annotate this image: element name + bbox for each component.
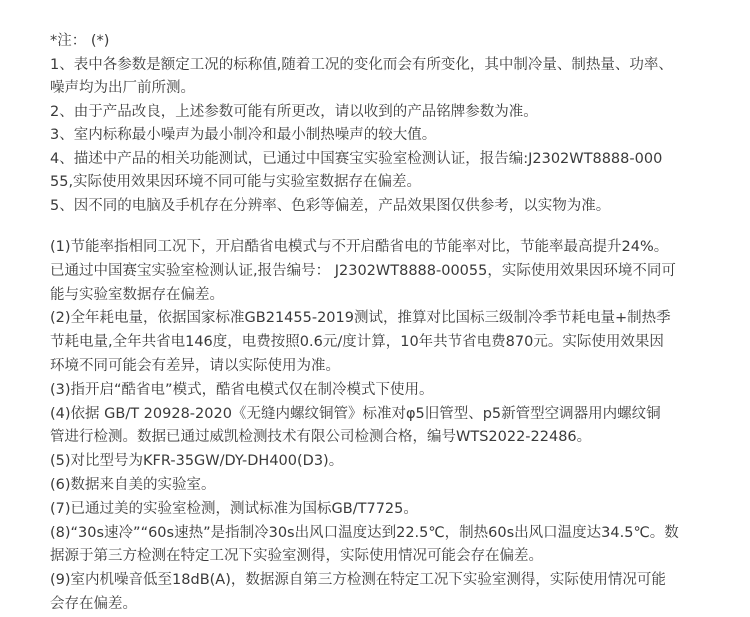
footnote-line: (5)对比型号为KFR-35GW/DY-DH400(D3)。 <box>50 453 344 470</box>
note-line: 4、描述中产品的相关功能测试，已通过中国赛宝实验室检测认证，报告编:J2302WT8888-000 <box>50 150 663 167</box>
notes-section <box>50 30 730 218</box>
footnote-line: (4)依据 GB/T 20928-2020《无缝内螺纹铜管》标准对φ5旧管型、p5新管型空调器用内螺纹铜 <box>50 405 661 422</box>
footnotes-section <box>50 236 730 617</box>
footnote-line: (8)“30s速冷”“60s速热”是指制冷30s出风口温度达到22.5℃，制热60s出风口温度达34.5℃。数 <box>50 524 679 541</box>
footnote-line: (1)节能率指相同工况下，开启酷省电模式与不开启酷省电的节能率对比，节能率最高提升24%。 <box>50 239 669 255</box>
footnote-line: 节耗电量,全年共省电146度，电费按照0.6元/度计算，10年共节省电费870元。实际使用效果因 <box>50 334 664 351</box>
footnote-line: 会存在偏差。 <box>50 595 137 612</box>
footnote-line: (7)已通过美的实验室检测，测试标准为国标GB/T7725。 <box>50 500 418 517</box>
note-line: 5、因不同的电脑及手机存在分辨率、色彩等偏差，产品效果图仅供参考，以实物为准。 <box>50 197 611 214</box>
note-line: 3、室内标称最小噪声为最小制冷和最小制热噪声的较大值。 <box>50 127 437 143</box>
note-line: 噪声均为出厂前所测。 <box>50 80 195 96</box>
footnote-line: (6)数据来自美的实验室。 <box>50 476 216 493</box>
footnote-line: (9)室内机噪音低至18dB(A)，数据源自第三方检测在特定工况下实验室测得，实际使用情况可能 <box>50 572 666 589</box>
notes-header: *注： (*) <box>50 33 110 49</box>
footnote-line: (3)指开启“酷省电”模式，酷省电模式仅在制冷模式下使用。 <box>50 381 434 398</box>
footnote-line: 环境不同可能会有差异，请以实际使用为准。 <box>50 357 340 374</box>
footnote-line: 据源于第三方检测在特定工况下实验室测得，实际使用情况可能会存在偏差。 <box>50 548 543 565</box>
note-line: 2、由于产品改良，上述参数可能有所更改，请以收到的产品铭牌参数为准。 <box>50 103 538 120</box>
footnote-line: (2)全年耗电量，依据国家标准GB21455-2019测试，推算对比国标三级制冷季节耗电量+制热季 <box>50 310 671 327</box>
footnote-line: 能与实验室数据存在偏差。 <box>50 286 224 303</box>
footnote-line: 管进行检测。数据已通过威凯检测技术有限公司检测合格，编号WTS2022-22486。 <box>50 429 592 446</box>
note-line: 1、表中各参数是额定工况的标称值,随着工况的变化而会有所变化，其中制冷量、制热量、功率、 <box>50 56 673 73</box>
note-line: 55,实际使用效果因环境不同可能与实验室数据存在偏差。 <box>50 174 422 190</box>
footnote-line: 已通过中国赛宝实验室检测认证,报告编号： J2302WT8888-00055，实际使用效果因环境不同可 <box>50 262 676 279</box>
